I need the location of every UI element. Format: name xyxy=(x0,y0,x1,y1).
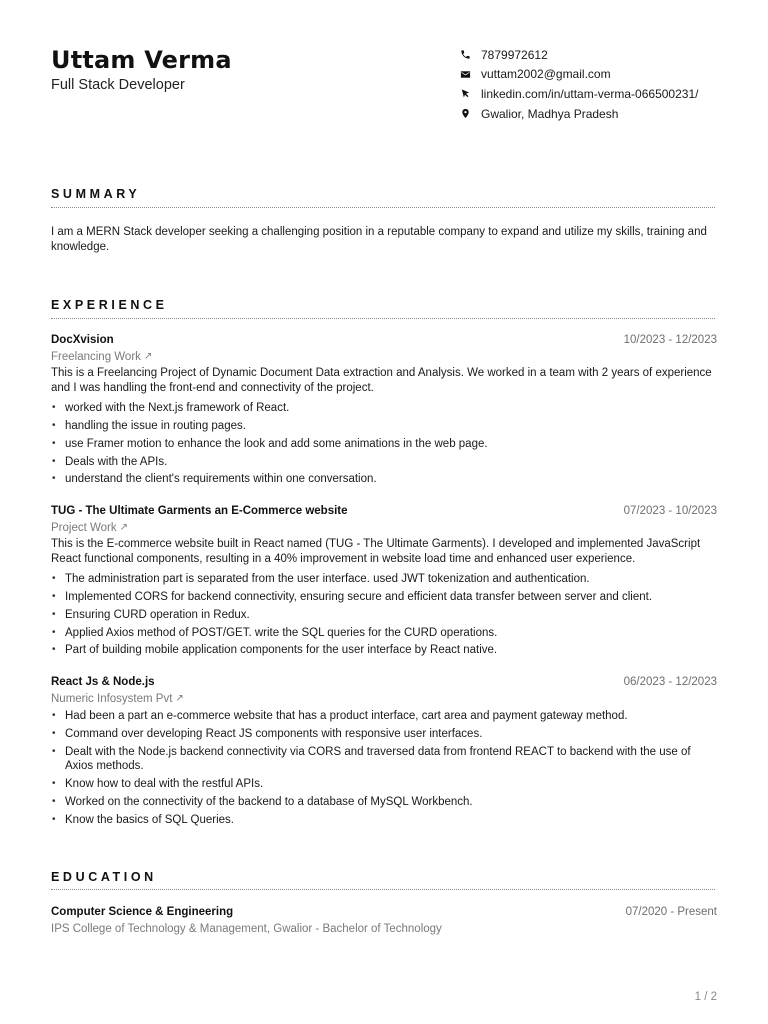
entry-title: TUG - The Ultimate Garments an E-Commerce website xyxy=(51,505,348,517)
entry-description: This is the E-commerce website built in React named (TUG - The Ultimate Garments). I developed and implemented JavaScript React functional components, resulting in a 40% improvement in website load time and enhanced user experience. xyxy=(51,538,701,565)
entry-subtitle-link[interactable] xyxy=(51,349,717,364)
list-item: • Applied Axios method of POST/GET. write the SQL queries for the CURD operations. xyxy=(51,626,717,641)
summary-heading: SUMMARY xyxy=(51,187,141,201)
list-item: • use Framer motion to enhance the look and add some animations in the web page. xyxy=(51,437,717,452)
candidate-name: Uttam Verma xyxy=(51,46,232,74)
mail-icon xyxy=(459,68,471,80)
external-link-icon: ↗ xyxy=(143,351,153,362)
list-item: • Command over developing React JS components with responsive user interfaces. xyxy=(51,727,717,742)
location-icon xyxy=(459,108,471,120)
contact-email[interactable] xyxy=(459,65,698,85)
entry-description: This is a Freelancing Project of Dynamic Document Data extraction and Analysis. We worked in a team with 2 years of experience and I was handling the front-end and connectivity of the project. xyxy=(51,367,712,394)
list-item: • worked with the Next.js framework of React. xyxy=(51,401,717,416)
entry-subtitle[interactable]: Numeric Infosystem Pvt xyxy=(51,692,173,705)
list-item: • The administration part is separated from the user interface. used JWT tokenization and authentication. xyxy=(51,572,717,587)
entry-bullets xyxy=(51,401,717,487)
contact-email-text[interactable]: vuttam2002@gmail.com xyxy=(481,67,611,82)
candidate-role: Full Stack Developer xyxy=(51,77,185,93)
list-item: • Know the basics of SQL Queries. xyxy=(51,813,717,828)
entry-title: React Js & Node.js xyxy=(51,676,155,688)
entry-bullets xyxy=(51,709,717,827)
list-item: • Part of building mobile application components for the user interface by React native. xyxy=(51,643,717,658)
resume-header xyxy=(51,46,232,93)
experience-entry-docxvision xyxy=(51,334,717,490)
contact-phone-text: 7879972612 xyxy=(481,47,548,62)
entry-date: 07/2023 - 10/2023 xyxy=(623,505,717,517)
education-heading: EDUCATION xyxy=(51,870,157,884)
entry-subtitle: IPS College of Technology & Management, Gwalior - Bachelor of Technology xyxy=(51,922,442,935)
list-item: • Worked on the connectivity of the backend to a database of MySQL Workbench. xyxy=(51,795,717,810)
contact-linkedin-text[interactable]: linkedin.com/in/uttam-verma-066500231/ xyxy=(481,86,699,101)
contact-location-text: Gwalior, Madhya Pradesh xyxy=(481,106,619,121)
contact-location xyxy=(459,104,698,124)
experience-divider xyxy=(51,318,715,319)
entry-subtitle-link[interactable] xyxy=(51,691,717,706)
page-number: 1 / 2 xyxy=(694,991,717,1003)
list-item: • handling the issue in routing pages. xyxy=(51,419,717,434)
entry-title: DocXvision xyxy=(51,334,114,346)
pointer-icon xyxy=(459,88,471,100)
list-item: • Know how to deal with the restful APIs. xyxy=(51,777,717,792)
list-item: • understand the client's requirements within one conversation. xyxy=(51,472,717,487)
entry-date: 07/2020 - Present xyxy=(625,906,717,918)
list-item: • Implemented CORS for backend connectivity, ensuring secure and efficient data transfer between server and client. xyxy=(51,590,717,605)
entry-title: Computer Science & Engineering xyxy=(51,906,234,918)
entry-date: 10/2023 - 12/2023 xyxy=(623,334,717,346)
entry-date: 06/2023 - 12/2023 xyxy=(623,676,717,688)
external-link-icon: ↗ xyxy=(175,693,184,704)
experience-entry-react-node xyxy=(51,676,717,830)
entry-subtitle-link[interactable] xyxy=(51,520,717,535)
entry-subtitle[interactable]: Project Work xyxy=(51,521,117,534)
contact-linkedin[interactable] xyxy=(459,84,698,104)
education-divider xyxy=(51,889,715,890)
summary-divider xyxy=(51,207,715,208)
education-entry xyxy=(51,906,717,936)
experience-heading: EXPERIENCE xyxy=(51,298,168,312)
phone-icon xyxy=(459,49,471,61)
summary-text: I am a MERN Stack developer seeking a challenging position in a reputable company to expand and utilize my skills, training and knowledge. xyxy=(51,226,707,253)
list-item: • Deals with the APIs. xyxy=(51,455,717,470)
contact-phone xyxy=(459,45,698,65)
contact-list xyxy=(459,45,698,123)
entry-bullets xyxy=(51,572,717,658)
experience-entry-tug xyxy=(51,505,717,661)
list-item: • Dealt with the Node.js backend connectivity via CORS and traversed data from frontend REACT to backend with the use of Axios methods. xyxy=(51,745,717,774)
entry-subtitle[interactable]: Freelancing Work xyxy=(51,350,141,363)
list-item: • Had been a part an e-commerce website that has a product interface, cart area and payment gateway method. xyxy=(51,709,717,724)
external-link-icon: ↗ xyxy=(119,522,128,533)
list-item: • Ensuring CURD operation in Redux. xyxy=(51,608,717,623)
